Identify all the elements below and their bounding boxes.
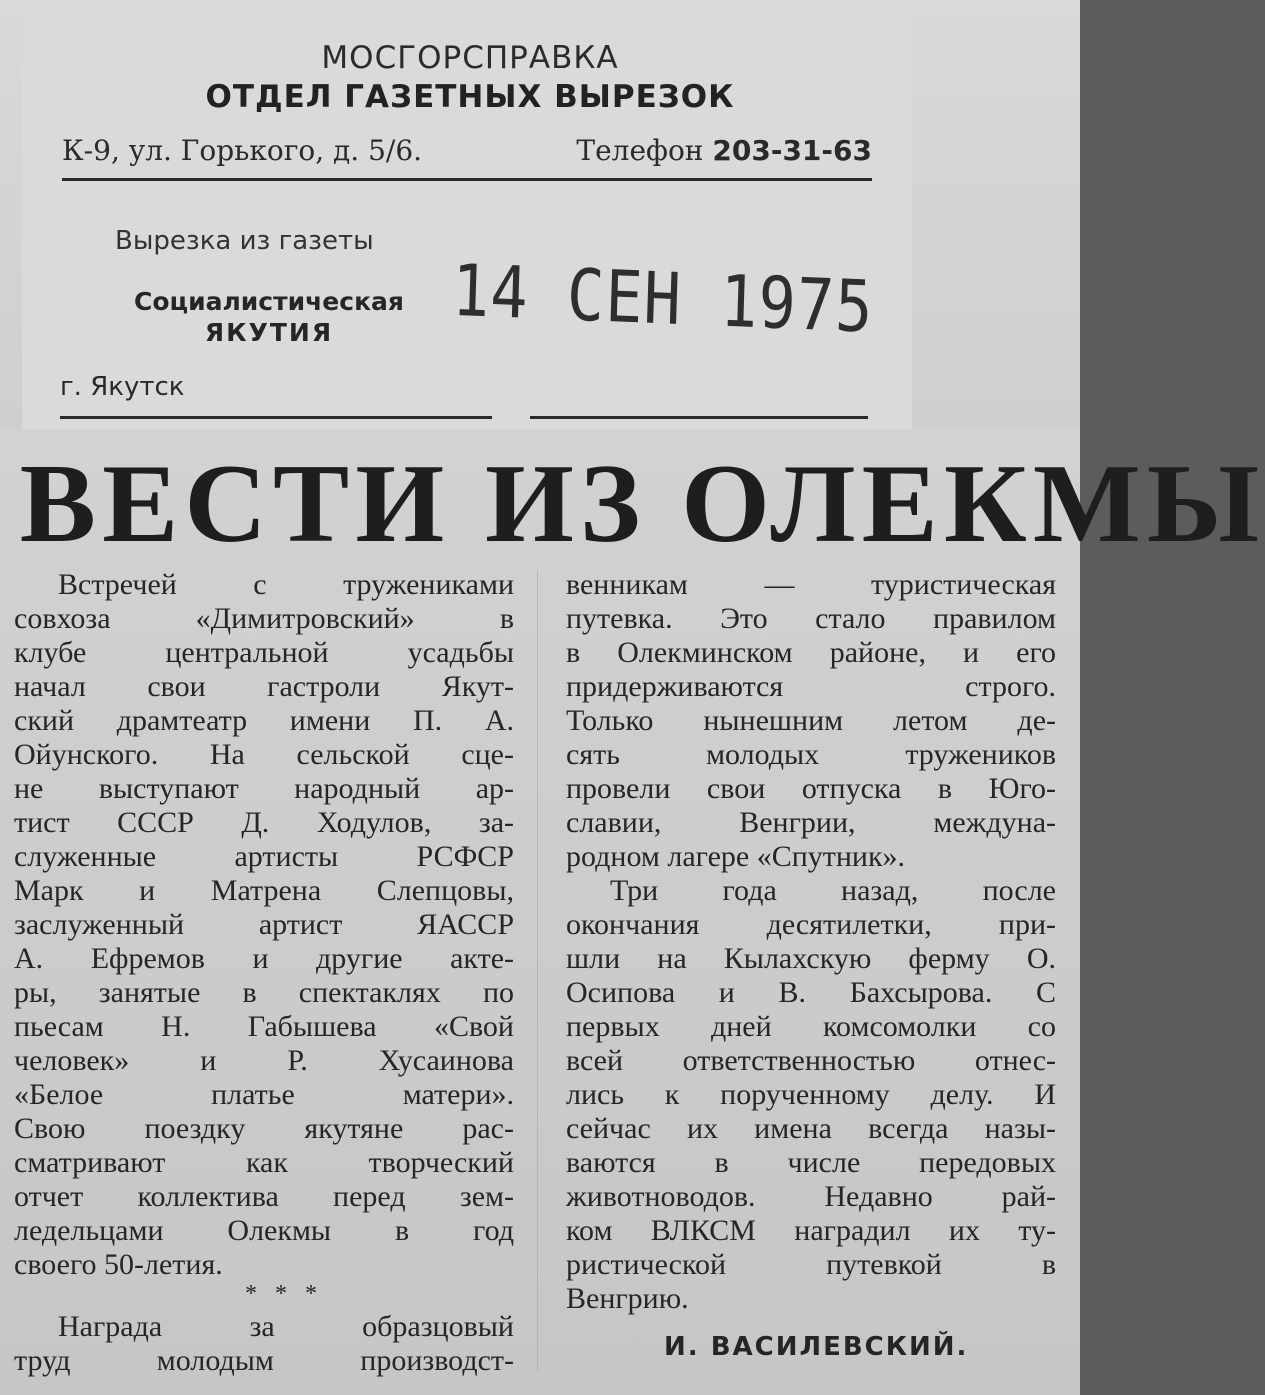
phone: [576, 134, 872, 167]
text-line: своего 50-летия.: [14, 1248, 223, 1281]
rule-left: [60, 416, 492, 419]
newspaper-name: [124, 286, 414, 349]
text-line: А. Ефремов и другие акте-: [14, 942, 514, 975]
text-line: ваются в числе передовых: [566, 1146, 1056, 1179]
text-line: сматривают как творческий: [14, 1146, 514, 1179]
text-line: начал свои гастроли Якут-: [14, 670, 514, 703]
text-line: Только нынешним летом де-: [566, 704, 1056, 737]
text-line: ры, занятые в спектаклях по: [14, 976, 514, 1009]
text-line: совхоза «Димитровский» в: [14, 602, 514, 635]
phone-number: 203-31-63: [712, 134, 872, 167]
text-line: лись к порученному делу. И: [566, 1078, 1056, 1111]
text-line: человек» и Р. Хусаинова: [14, 1044, 514, 1077]
left-column-text-after: [14, 1310, 514, 1378]
text-line: окончания десятилетки, при-: [566, 908, 1056, 941]
text-line: Три года назад, после: [610, 874, 1056, 907]
text-line: животноводов. Недавно рай-: [566, 1180, 1056, 1213]
text-line: заслуженный артист ЯАССР: [14, 908, 514, 941]
article-headline: ВЕСТИ ИЗ ОЛЕКМЫ: [19, 442, 1265, 566]
text-line: Награда за образцовый: [58, 1310, 514, 1343]
clipping-label: Вырезка из газеты: [115, 226, 374, 256]
text-line: Встречей с тружениками: [58, 568, 514, 601]
article-right-column: [566, 568, 1056, 1316]
text-line: ком ВЛКСМ наградил их ту-: [566, 1214, 1056, 1247]
section-separator: * * *: [245, 1281, 323, 1307]
column-divider: [537, 570, 538, 1370]
text-line: клубе центральной усадьбы: [14, 636, 514, 669]
text-line: отчет коллектива перед зем-: [14, 1180, 514, 1213]
text-line: шли на Кылахскую ферму О.: [566, 942, 1056, 975]
text-line: сять молодых тружеников: [566, 738, 1056, 771]
text-line: Венгрию.: [566, 1282, 689, 1315]
newspaper-name-line2: ЯКУТИЯ: [204, 318, 334, 348]
text-line: Свою поездку якутяне рас-: [14, 1112, 514, 1145]
text-line: Осипова и В. Бахсырова. С: [566, 976, 1056, 1009]
text-line: пьесам Н. Габышева «Свой: [14, 1010, 514, 1043]
text-line: Ойунского. На сельской сце-: [14, 738, 514, 771]
text-line: труд молодым производст-: [14, 1344, 514, 1377]
text-line: славии, Венгрии, междуна-: [566, 806, 1056, 839]
text-line: в Олекминском районе, и его: [566, 636, 1056, 669]
city: г. Якутск: [60, 372, 185, 402]
text-line: всей ответственностью отнес-: [566, 1044, 1056, 1077]
address-line: [62, 132, 872, 181]
text-line: первых дней комсомолки со: [566, 1010, 1056, 1043]
text-line: родном лагере «Спутник».: [566, 840, 906, 873]
text-line: не выступают народный ар-: [14, 772, 514, 805]
text-line: ледельцами Олекмы в год: [14, 1214, 514, 1247]
text-line: ский драмтеатр имени П. А.: [14, 704, 514, 737]
article-left-column: [14, 568, 514, 1378]
rule-right: [530, 416, 868, 419]
text-line: служенные артисты РСФСР: [14, 840, 514, 873]
text-line: ристической путевкой в: [566, 1248, 1056, 1281]
text-line: Марк и Матрена Слепцовы,: [14, 874, 514, 907]
newspaper-name-line1: Социалистическая: [134, 287, 404, 316]
text-line: венникам — туристическая: [566, 568, 1056, 601]
address: К-9, ул. Горького, д. 5/6.: [62, 134, 423, 167]
phone-label: Телефон: [576, 134, 704, 167]
date-stamp: 14 СЕН 1975: [450, 248, 875, 349]
text-line: сейчас их имена всегда назы-: [566, 1112, 1056, 1145]
text-line: «Белое платье матери».: [14, 1078, 514, 1111]
text-line: придерживаются строго.: [566, 670, 1056, 703]
agency-name: МОСГОРСПРАВКА: [321, 40, 619, 76]
text-line: провели свои отпуска в Юго-: [566, 772, 1056, 805]
author-signature: И. ВАСИЛЕВСКИЙ.: [664, 1332, 969, 1362]
left-column-text: [14, 568, 514, 1282]
agency-header: [60, 40, 880, 116]
text-line: путевка. Это стало правилом: [566, 602, 1056, 635]
right-column-text: [566, 568, 1056, 1316]
text-line: тист СССР Д. Ходулов, за-: [14, 806, 514, 839]
department-name: ОТДЕЛ ГАЗЕТНЫХ ВЫРЕЗОК: [205, 79, 735, 116]
